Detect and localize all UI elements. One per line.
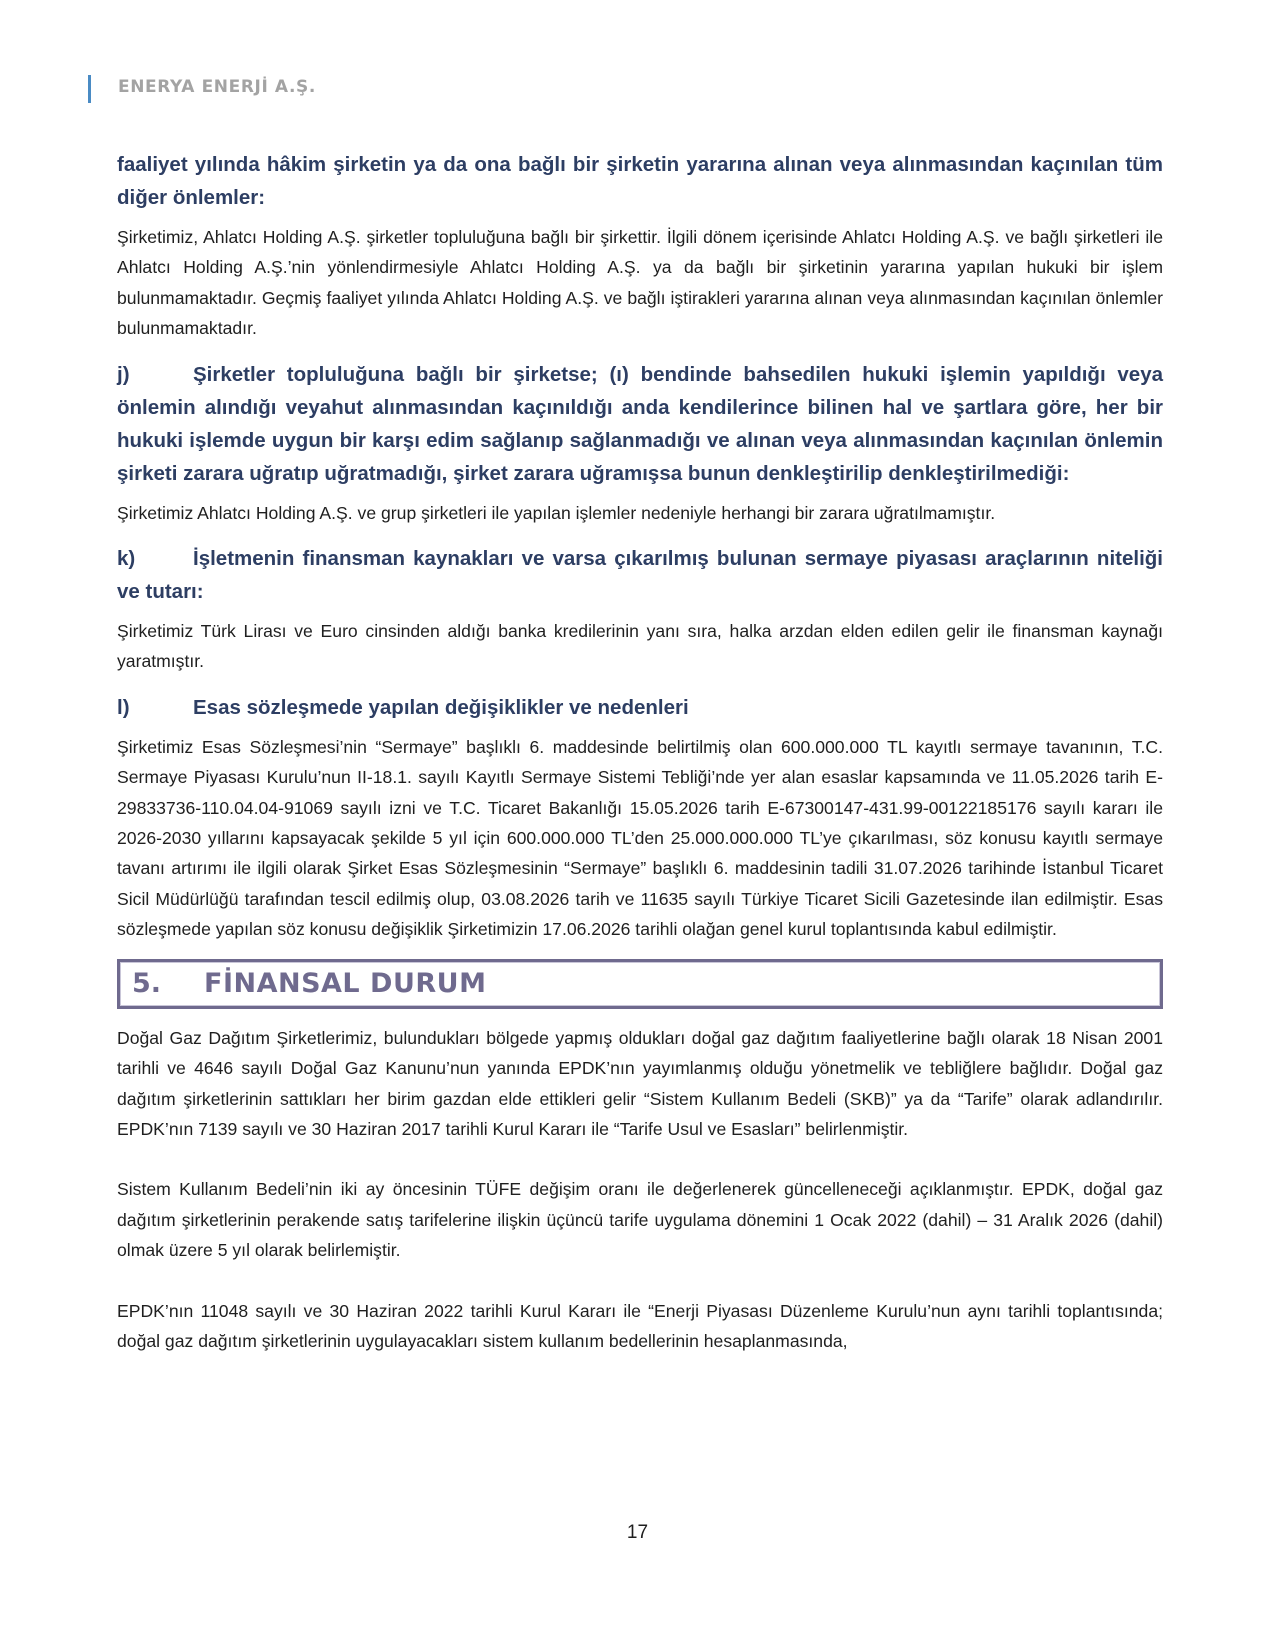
paragraph-i: Şirketimiz, Ahlatcı Holding A.Ş. şirketler topluluğuna bağlı bir şirkettir. İlgili dönem içerisinde Ahlatcı Holding A.Ş. ve bağlı şirketleri ile Ahlatcı Holding A.Ş.’nin yönlendirmesiyle Ahlatcı Holding A.Ş. ya da bağlı bir şirketinin yararına yapılan hukuki bir işlem bulunmamaktadır. Geçmiş faaliyet yılında Ahlatcı Holding A.Ş. ve bağlı iştirakleri yararına alınan veya alınmasından kaçınılan önlemler bulunmamaktadır. [117, 227, 1163, 339]
paragraph-j: Şirketimiz Ahlatcı Holding A.Ş. ve grup şirketleri ile yapılan işlemler nedeniyle herhangi bir zarara uğratılmamıştır. [117, 502, 996, 523]
section-5-title: FİNANSAL DURUM [204, 968, 487, 1000]
header-accent-bar [88, 75, 91, 103]
page-number: 17 [626, 1522, 649, 1543]
heading-k-text: İşletmenin finansman kaynakları ve varsa çıkarılmış bulunan sermaye piyasası araçlarının niteliği ve tutarı: [117, 547, 1163, 604]
paragraph-k: Şirketimiz Türk Lirası ve Euro cinsinden aldığı banka kredilerinin yanı sıra, halka arzdan elden edilen gelir ile finansman kaynağı yaratmıştır. [117, 621, 1163, 672]
paragraph-5-1: Doğal Gaz Dağıtım Şirketlerimiz, bulundukları bölgede yapmış oldukları doğal gaz dağıtım faaliyetlerine bağlı olarak 18 Nisan 2001 tarihli ve 4646 sayılı Doğal Gaz Kanunu’nun yanında EPDK’nın yayımlanmış olduğu yönetmelik ve tebliğlere bağlıdır. Doğal gaz dağıtım şirketlerinin sattıkları her birim gazdan elde ettikleri gelir “Sistem Kullanım Bedeli (SKB)” ya da “Tarife” olarak adlandırılır. EPDK’nın 7139 sayılı ve 30 Haziran 2017 tarihli Kurul Kararı ile “Tarife Usul ve Esasları” belirlenmiştir. [117, 1027, 1163, 1139]
heading-i-text: faaliyet yılında hâkim şirketin ya da ona bağlı bir şirketin yararına alınan veya alınmasından kaçınılan tüm diğer önlemler: [117, 153, 1163, 209]
header-company-name: ENERYA ENERJİ A.Ş. [118, 77, 316, 97]
paragraph-l: Şirketimiz Esas Sözleşmesi’nin “Sermaye” başlıklı 6. maddesinde belirtilmiş olan 600.000.000 TL kayıtlı sermaye tavanının, T.C. Sermaye Piyasası Kurulu’nun II-18.1. sayılı Kayıtlı Sermaye Sistemi Tebliği’nde yer alan esaslar kapsamında ve 11.05.2026 tarih E-29833736-110.04.04-91069 sayılı izni ve T.C. Ticaret Bakanlığı 15.05.2026 tarih E-67300147-431.99-00122185176 sayılı kararı ile 2026-2030 yıllarını kapsayacak şekilde 5 yıl için 600.000.000 TL’den 25.000.000.000 TL’ye çıkarılması, söz konusu kayıtlı sermaye tavanı artırımı ile ilgili olarak Şirket Esas Sözleşmesinin “Sermaye” başlıklı 6. maddesinin tadili 31.07.2026 tarihinde İstanbul Ticaret Sicil Müdürlüğü tarafından tescil edilmiş olup, 03.08.2026 tarih ve 11635 sayılı Türkiye Ticaret Sicili Gazetesinde ilan edilmiştir. Esas sözleşmede yapılan söz konusu değişiklik Şirketimizin 17.06.2026 tarihli olağan genel kurul toplantısında kabul edilmiştir. [117, 736, 1163, 940]
heading-k-marker: k) [117, 547, 136, 571]
section-5-header [117, 959, 1163, 1009]
heading-i [117, 148, 1163, 214]
page-content [117, 148, 1163, 1370]
heading-l-marker: l) [117, 695, 130, 719]
heading-k [117, 542, 1163, 608]
paragraph-5-3: EPDK’nın 11048 sayılı ve 30 Haziran 2022 tarihli Kurul Kararı ile “Enerji Piyasası Düzenleme Kurulu’nun aynı tarihli toplantısında; doğal gaz dağıtım şirketlerinin uygulayacakları sistem kullanım bedellerinin hesaplanmasında, [117, 1300, 1163, 1351]
heading-j [117, 358, 1163, 490]
heading-j-text: Şirketler topluluğuna bağlı bir şirketse; (ı) bendinde bahsedilen hukuki işlemin yapıldığı veya önlemin alındığı veyahut alınmasından kaçınıldığı anda kendilerince bilinen hal ve şartlara göre, her bir hukuki işlemde uygun bir karşı edim sağlanıp sağlanmadığı ve alınan veya alınmasından kaçınılan önlemin şirketi zarara uğratıp uğratmadığı, şirket zarara uğramışsa bunun denkleştirilip denkleştirilmediği: [117, 362, 1163, 485]
section-5-number: 5. [132, 968, 162, 1000]
heading-j-marker: j) [117, 362, 130, 386]
heading-l [117, 691, 1163, 724]
paragraph-5-2: Sistem Kullanım Bedeli’nin iki ay öncesinin TÜFE değişim oranı ile değerlenerek güncelleneceği açıklanmıştır. EPDK, doğal gaz dağıtım şirketlerinin perakende satış tarifelerine ilişkin üçüncü tarife uygulama dönemini 1 Ocak 2022 (dahil) – 31 Aralık 2026 (dahil) olmak üzere 5 yıl olarak belirlemiştir. [117, 1179, 1163, 1261]
heading-l-text: Esas sözleşmede yapılan değişiklikler ve nedenleri [193, 695, 689, 719]
